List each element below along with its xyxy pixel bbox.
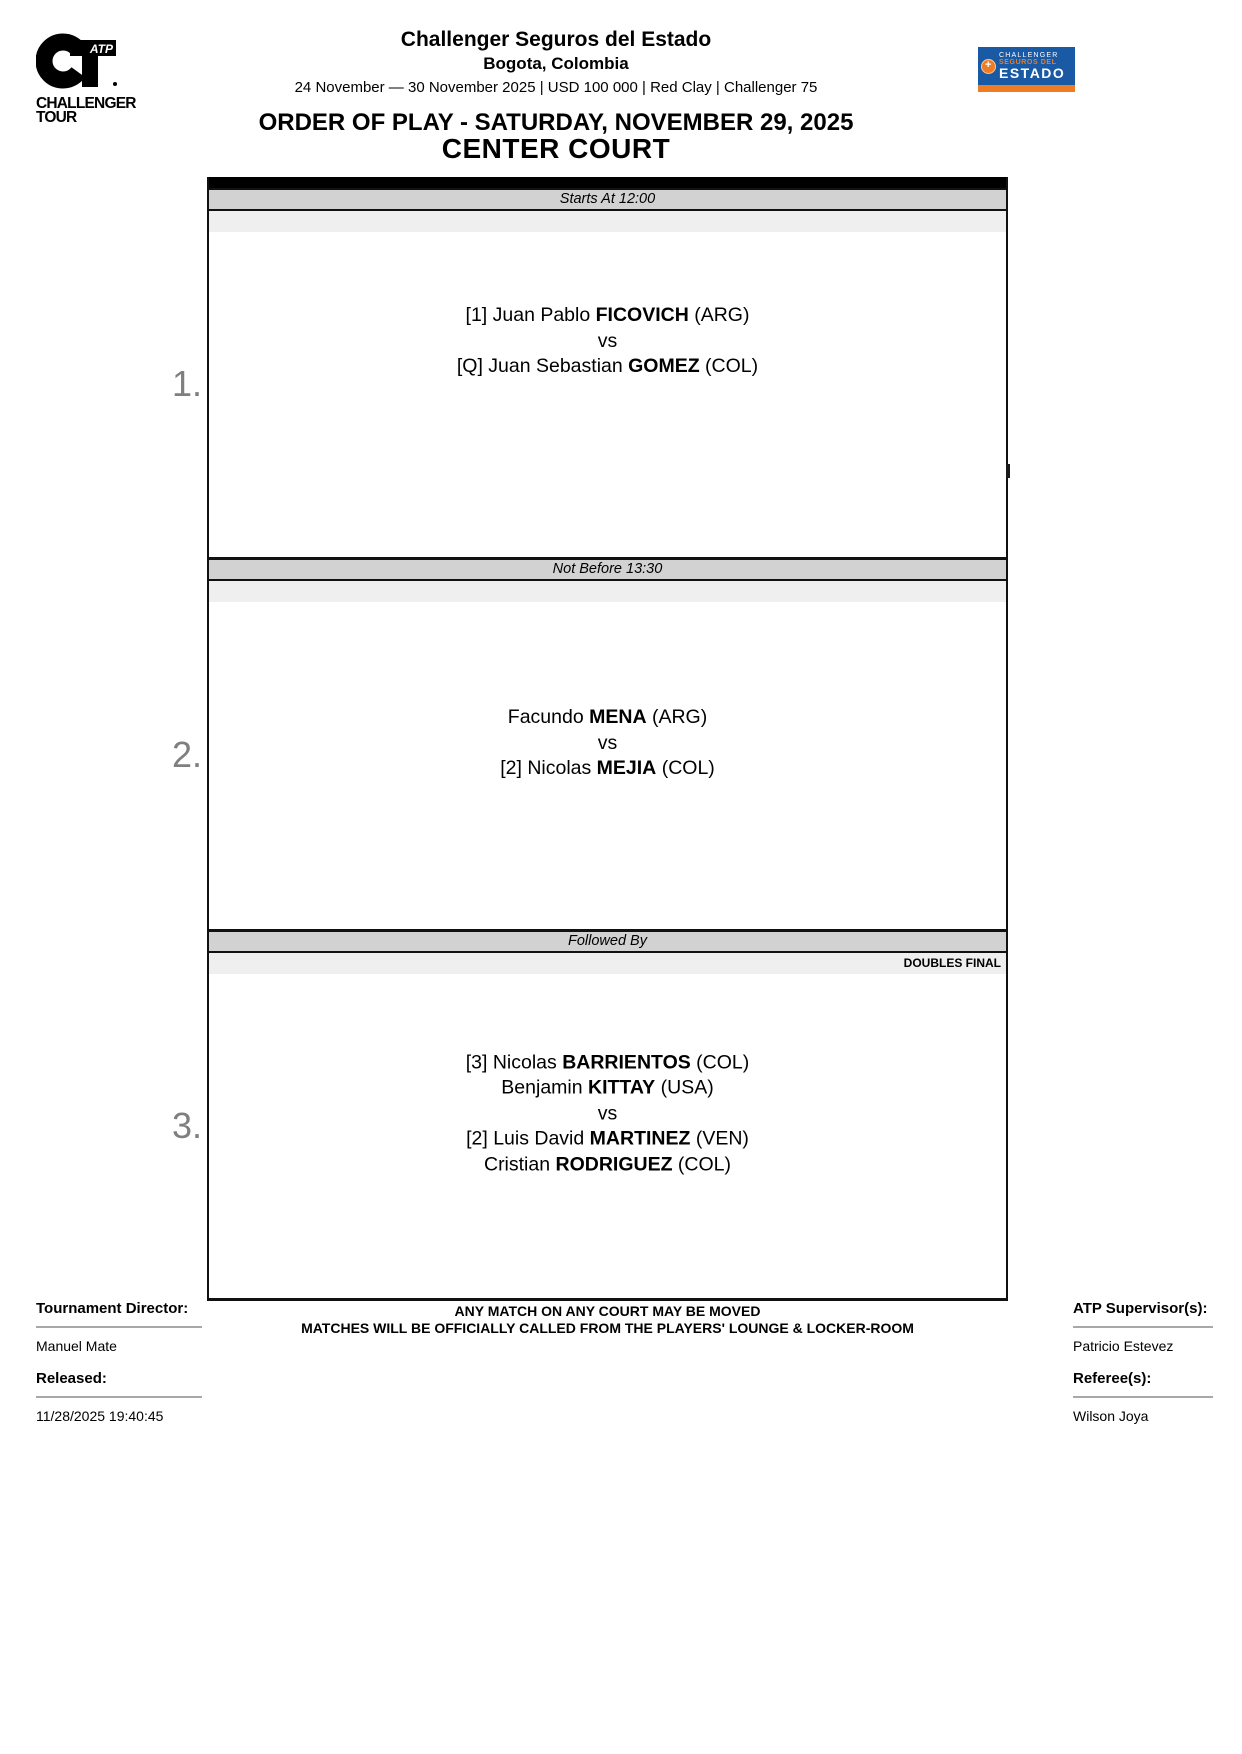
player-text: vs [597, 731, 618, 754]
tournament-details: 24 November — 30 November 2025 | USD 100 000 | Red Clay | Challenger 75 [294, 79, 818, 96]
player-surname: BARRIENTOS [562, 1050, 691, 1073]
sponsor-logo-main [978, 47, 1075, 85]
order-of-play-title: ORDER OF PLAY - SATURDAY, NOVEMBER 29, 2025 [258, 109, 854, 136]
player-line [209, 1101, 1006, 1127]
player-text: vs [597, 329, 618, 352]
footer-divider [1073, 1396, 1213, 1398]
player-line [209, 730, 1006, 756]
round-note-1 [209, 211, 1006, 232]
player-surname: MEJIA [596, 756, 657, 779]
player-text: Cristian [483, 1152, 556, 1175]
time-header-2: Not Before 13:30 [209, 557, 1006, 581]
released-label: Released: [36, 1370, 107, 1387]
print-artifact-mark [1006, 464, 1010, 478]
player-text: (USA) [655, 1076, 714, 1099]
player-text: [1] Juan Pablo [465, 303, 596, 326]
referee-label: Referee(s): [1073, 1370, 1152, 1387]
player-surname: MENA [589, 705, 647, 728]
player-text: [Q] Juan Sebastian [456, 354, 629, 377]
court-title: CENTER COURT [441, 133, 671, 164]
time-header-3: Followed By [209, 929, 1006, 953]
tournament-director-label: Tournament Director: [36, 1300, 189, 1317]
round-note-2 [209, 581, 1006, 602]
released-group [36, 1370, 216, 1424]
footer-notice [207, 1303, 1008, 1337]
player-line [209, 1050, 1006, 1076]
atp-supervisor-name: Patricio Estevez [1073, 1338, 1174, 1354]
player-surname: MARTINEZ [589, 1127, 691, 1150]
player-text: (COL) [672, 1152, 732, 1175]
player-text: [2] Nicolas [500, 756, 597, 779]
sponsor-line2: SEGUROS DEL [999, 59, 1057, 66]
player-line [209, 705, 1006, 731]
player-surname: GOMEZ [628, 354, 700, 377]
sponsor-line1: CHALLENGER [999, 52, 1059, 59]
atp-logo-line2: TOUR [36, 109, 77, 127]
tournament-director-group [36, 1300, 216, 1354]
svg-text:ATP: ATP [89, 42, 113, 56]
tournament-director-name: Manuel Mate [36, 1338, 117, 1354]
released-timestamp: 11/28/2025 19:40:45 [36, 1408, 164, 1424]
player-surname: FICOVICH [595, 303, 689, 326]
sponsor-line3: ESTADO [999, 65, 1066, 81]
player-line [209, 1075, 1006, 1101]
footer-divider [36, 1326, 202, 1328]
match-body-3 [209, 953, 1006, 1298]
player-line [209, 756, 1006, 782]
schedule-table [207, 177, 1008, 1301]
match-number-1: 1. [171, 363, 202, 404]
player-text: Facundo [507, 705, 590, 728]
match-section-1 [209, 188, 1006, 557]
match-players-3 [209, 1050, 1006, 1178]
table-top-bar [209, 177, 1006, 188]
footer-notice-line1: ANY MATCH ON ANY COURT MAY BE MOVED [454, 1303, 761, 1319]
referee-group [1073, 1370, 1233, 1424]
player-text: (ARG) [646, 705, 708, 728]
player-text: (COL) [656, 756, 715, 779]
match-body-1 [209, 211, 1006, 557]
player-text: [2] Luis David [466, 1127, 590, 1150]
tournament-location: Bogota, Colombia [483, 54, 629, 73]
player-text: vs [597, 1101, 618, 1124]
match-players-1 [209, 303, 1006, 380]
player-line [209, 354, 1006, 380]
round-note-3: DOUBLES FINAL [209, 953, 1006, 974]
footer-left [36, 1300, 216, 1424]
atp-supervisor-label: ATP Supervisor(s): [1073, 1300, 1208, 1317]
header [0, 28, 1112, 137]
match-number-2: 2. [171, 734, 202, 775]
player-text: (COL) [690, 1050, 750, 1073]
match-number-3: 3. [171, 1105, 202, 1146]
player-line [209, 1126, 1006, 1152]
footer-divider [36, 1396, 202, 1398]
atp-logo-line1: CHALLENGER [36, 95, 136, 112]
player-text: Benjamin [501, 1076, 589, 1099]
player-text: (VEN) [690, 1127, 749, 1150]
player-text: [3] Nicolas [465, 1050, 563, 1073]
player-line [209, 1152, 1006, 1178]
match-players-2 [209, 705, 1006, 782]
footer-divider [1073, 1326, 1213, 1328]
match-section-3 [209, 929, 1006, 1298]
referee-name: Wilson Joya [1073, 1408, 1149, 1424]
match-section-2 [209, 557, 1006, 929]
sponsor-logo [978, 47, 1075, 92]
sponsor-ball-icon [981, 59, 996, 74]
sponsor-stripe [978, 85, 1075, 92]
footer-notice-line2: MATCHES WILL BE OFFICIALLY CALLED FROM THE PLAYERS' LOUNGE & LOCKER-ROOM [301, 1320, 914, 1336]
player-text: (ARG) [688, 303, 750, 326]
tournament-name: Challenger Seguros del Estado [400, 28, 712, 51]
time-header-1: Starts At 12:00 [209, 188, 1006, 211]
match-body-2 [209, 581, 1006, 929]
player-line [209, 303, 1006, 329]
player-surname: KITTAY [588, 1076, 656, 1099]
atp-supervisor-group [1073, 1300, 1233, 1354]
player-line [209, 328, 1006, 354]
player-surname: RODRIGUEZ [555, 1152, 673, 1175]
player-text: (COL) [699, 354, 759, 377]
footer-right [1073, 1300, 1233, 1424]
